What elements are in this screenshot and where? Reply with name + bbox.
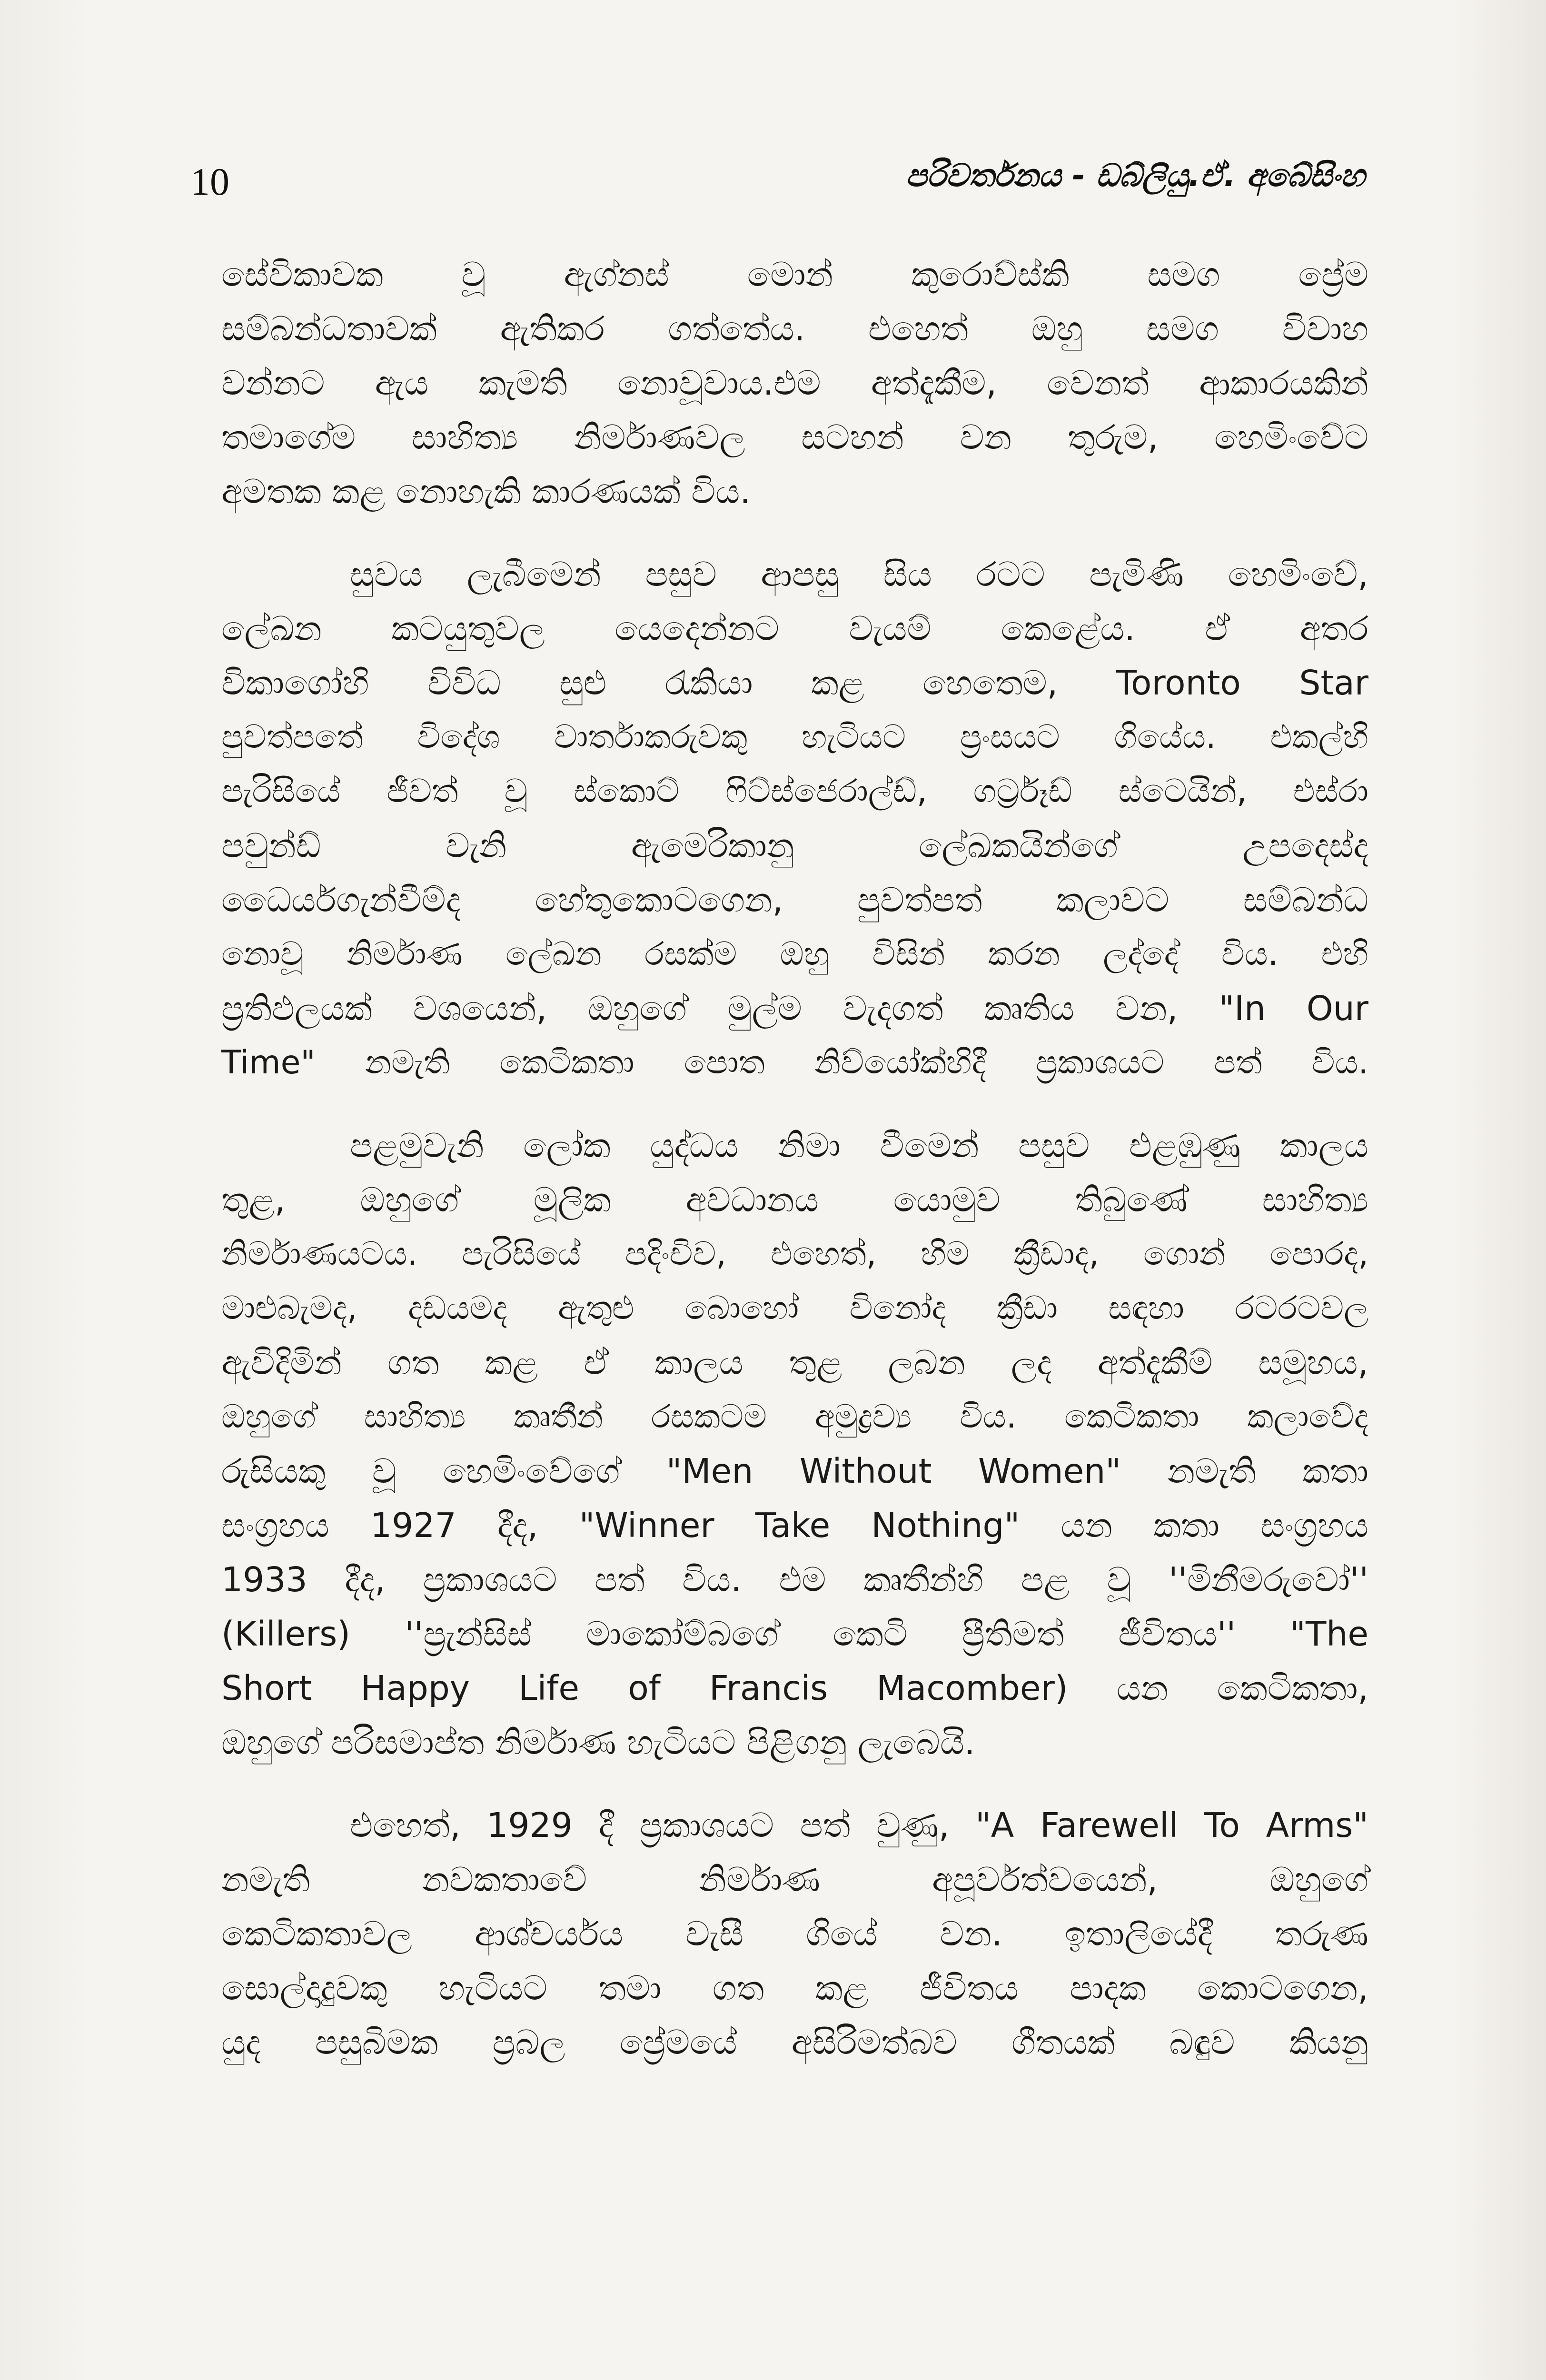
text-line: පවුන්ඩ් වැනි ඇමෙරිකානු ලේඛකයින්ගේ උපදෙස්ද: [221, 826, 1368, 865]
text-line: (Killers) ''ප්‍රැන්සිස් මාකෝම්බගේ කෙටි ප්‍රීතිමත් ජීවිතය'' "The: [221, 1614, 1368, 1654]
text-line: පළමුවැනි ලෝක යුද්ධය නිමා වීමෙන් පසුව එළඹුණු කාලය: [350, 1126, 1368, 1165]
text-line: Time" නමැති කෙටිකතා පොත නිව්යෝක්හිදී ප්‍රකාශයට පත් විය.: [221, 1044, 1368, 1081]
text-line: Short Happy Life of Francis Macomber) යන කෙටිකතා,: [221, 1668, 1368, 1708]
text-line: ලේඛන කටයුතුවල යෙදෙන්නට වැයම් කෙළේය. ඒ අතර: [221, 609, 1368, 648]
page-number: 10: [190, 160, 229, 203]
text-line: කෙටිකතාවල ආශ්චර්යය වැසී ගියේ වන. ඉතාලියේදී තරුණ: [221, 1914, 1368, 1954]
text-line: පැරිසියේ ජීවත් වූ ස්කොට් ෆිට්ස්ජෙරාල්ඩ්, ගර්ට්‍රෑඩ් ස්ටෙයින්, එස්රා: [221, 773, 1368, 810]
text-line: සුවය ලැබීමෙන් පසුව ආපසු සිය රටට පැමිණි හෙමිංවේ,: [350, 555, 1368, 594]
running-head: පරිවර්තනය - ඩබ්ලියු.ඒ. අබේසිංහ: [905, 157, 1365, 194]
text-line: වන්නට ඇය කැමති නොවූවාය.එම අත්දැකීම, වෙනත් ආකාරයකින්: [221, 363, 1368, 403]
text-line: යුද පසුබිමක ප්‍රබල ප්‍රේමයේ අසිරිමත්බව ගීතයක් බඳුව කියනු: [221, 2023, 1368, 2062]
text-line: ප්‍රතිඵලයක් වශයෙන්, ඔහුගේ මුල්ම වැදගත් කෘතිය වන, "In Our: [221, 989, 1368, 1028]
text-line: තමාගේම සාහිත්‍ය නිර්මාණවල සටහන් වන තුරුම, හෙමිංවේට: [221, 417, 1368, 457]
text-line: නමැති නවකතාවේ නිර්මාණ අපූර්වත්වයෙන්, ඔහුගේ: [221, 1860, 1368, 1899]
text-line: ඔහුගේ පරිසමාප්ත නිර්මාණ හැටියට පිළිගනු ලැබෙයි.: [221, 1723, 975, 1762]
text-line: එහෙත්, 1929 දී ප්‍රකාශයට පත් වුණු, "A Farewell To Arms": [350, 1805, 1368, 1845]
text-line: සොල්දාදුවකු හැටියට තමා ගත කළ ජීවිතය පාදක කොටගෙන,: [221, 1968, 1368, 2008]
text-line: ඔහුගේ සාහිත්‍ය කෘතීන් රසකටම අමුද්‍රව්‍ය විය. කෙටිකතා කලාවේද: [221, 1398, 1368, 1436]
body-text: [221, 248, 1368, 2098]
text-line: නොවූ නිර්මාණ ලේඛන රසක්ම ඔහු විසින් කරන ලද්දේ විය. එහි: [221, 935, 1368, 973]
text-line: මාළුබැමද, දඩයමද ඇතුළු බොහෝ විනෝද ක්‍රීඩා සඳහා රටරටවල: [221, 1289, 1368, 1327]
text-line: නිර්මාණයටය. පැරිසියේ පදිංචිව, එහෙත්, හිම ක්‍රීඩාද, ගොන් පොරද,: [221, 1235, 1368, 1273]
paragraph-4: [221, 1798, 1368, 2070]
text-line: රුසියකු වූ හෙමිංවේගේ "Men Without Women" නමැති කතා: [221, 1451, 1368, 1491]
text-line: අමතක කළ නොහැකි කාරණයක් විය.: [221, 472, 751, 511]
paragraph-1: [221, 248, 1368, 519]
text-line: ධෛර්යගැන්වීම්ද හේතුකොටගෙන, පුවත්පත් කලාවට සම්බන්ධ: [221, 880, 1368, 920]
text-line: තුළ, ඔහුගේ මූලික අවධානය යොමුව තිබුණේ සාහිත්‍ය: [221, 1180, 1368, 1220]
text-line: පුවත්පතේ විදේශ වාර්තාකරුවකු හැටියට ප්‍රංසයට ගියේය. එකල්හි: [221, 718, 1368, 756]
text-line: 1933 දීද, ප්‍රකාශයට පත් විය. එම කෘතීන්හි පළ වූ ''මිනීමරුවෝ'': [221, 1560, 1368, 1599]
text-line: සේවිකාවක වූ ඇග්නස් මොන් කුරොව්ස්කි සමග ප්‍රේම: [221, 255, 1368, 294]
text-line: සම්බන්ධතාවක් ඇතිකර ගත්තේය. එහෙත් ඔහු සමග විවාහ: [221, 309, 1368, 348]
paragraph-2: [221, 547, 1368, 1090]
text-line: ඇවිදිමින් ගත කළ ඒ කාලය තුළ ලබන ලද අත්දැකීම් සමූහය,: [221, 1343, 1368, 1382]
text-line: සංග්‍රහය 1927 දීද, "Winner Take Nothing" යන කතා සංග්‍රහය: [221, 1506, 1368, 1545]
paragraph-3: [221, 1119, 1368, 1770]
text-line: විකාගෝහි විවිධ සුළු රැකියා කළ හෙතෙම, Toronto Star: [221, 663, 1368, 703]
